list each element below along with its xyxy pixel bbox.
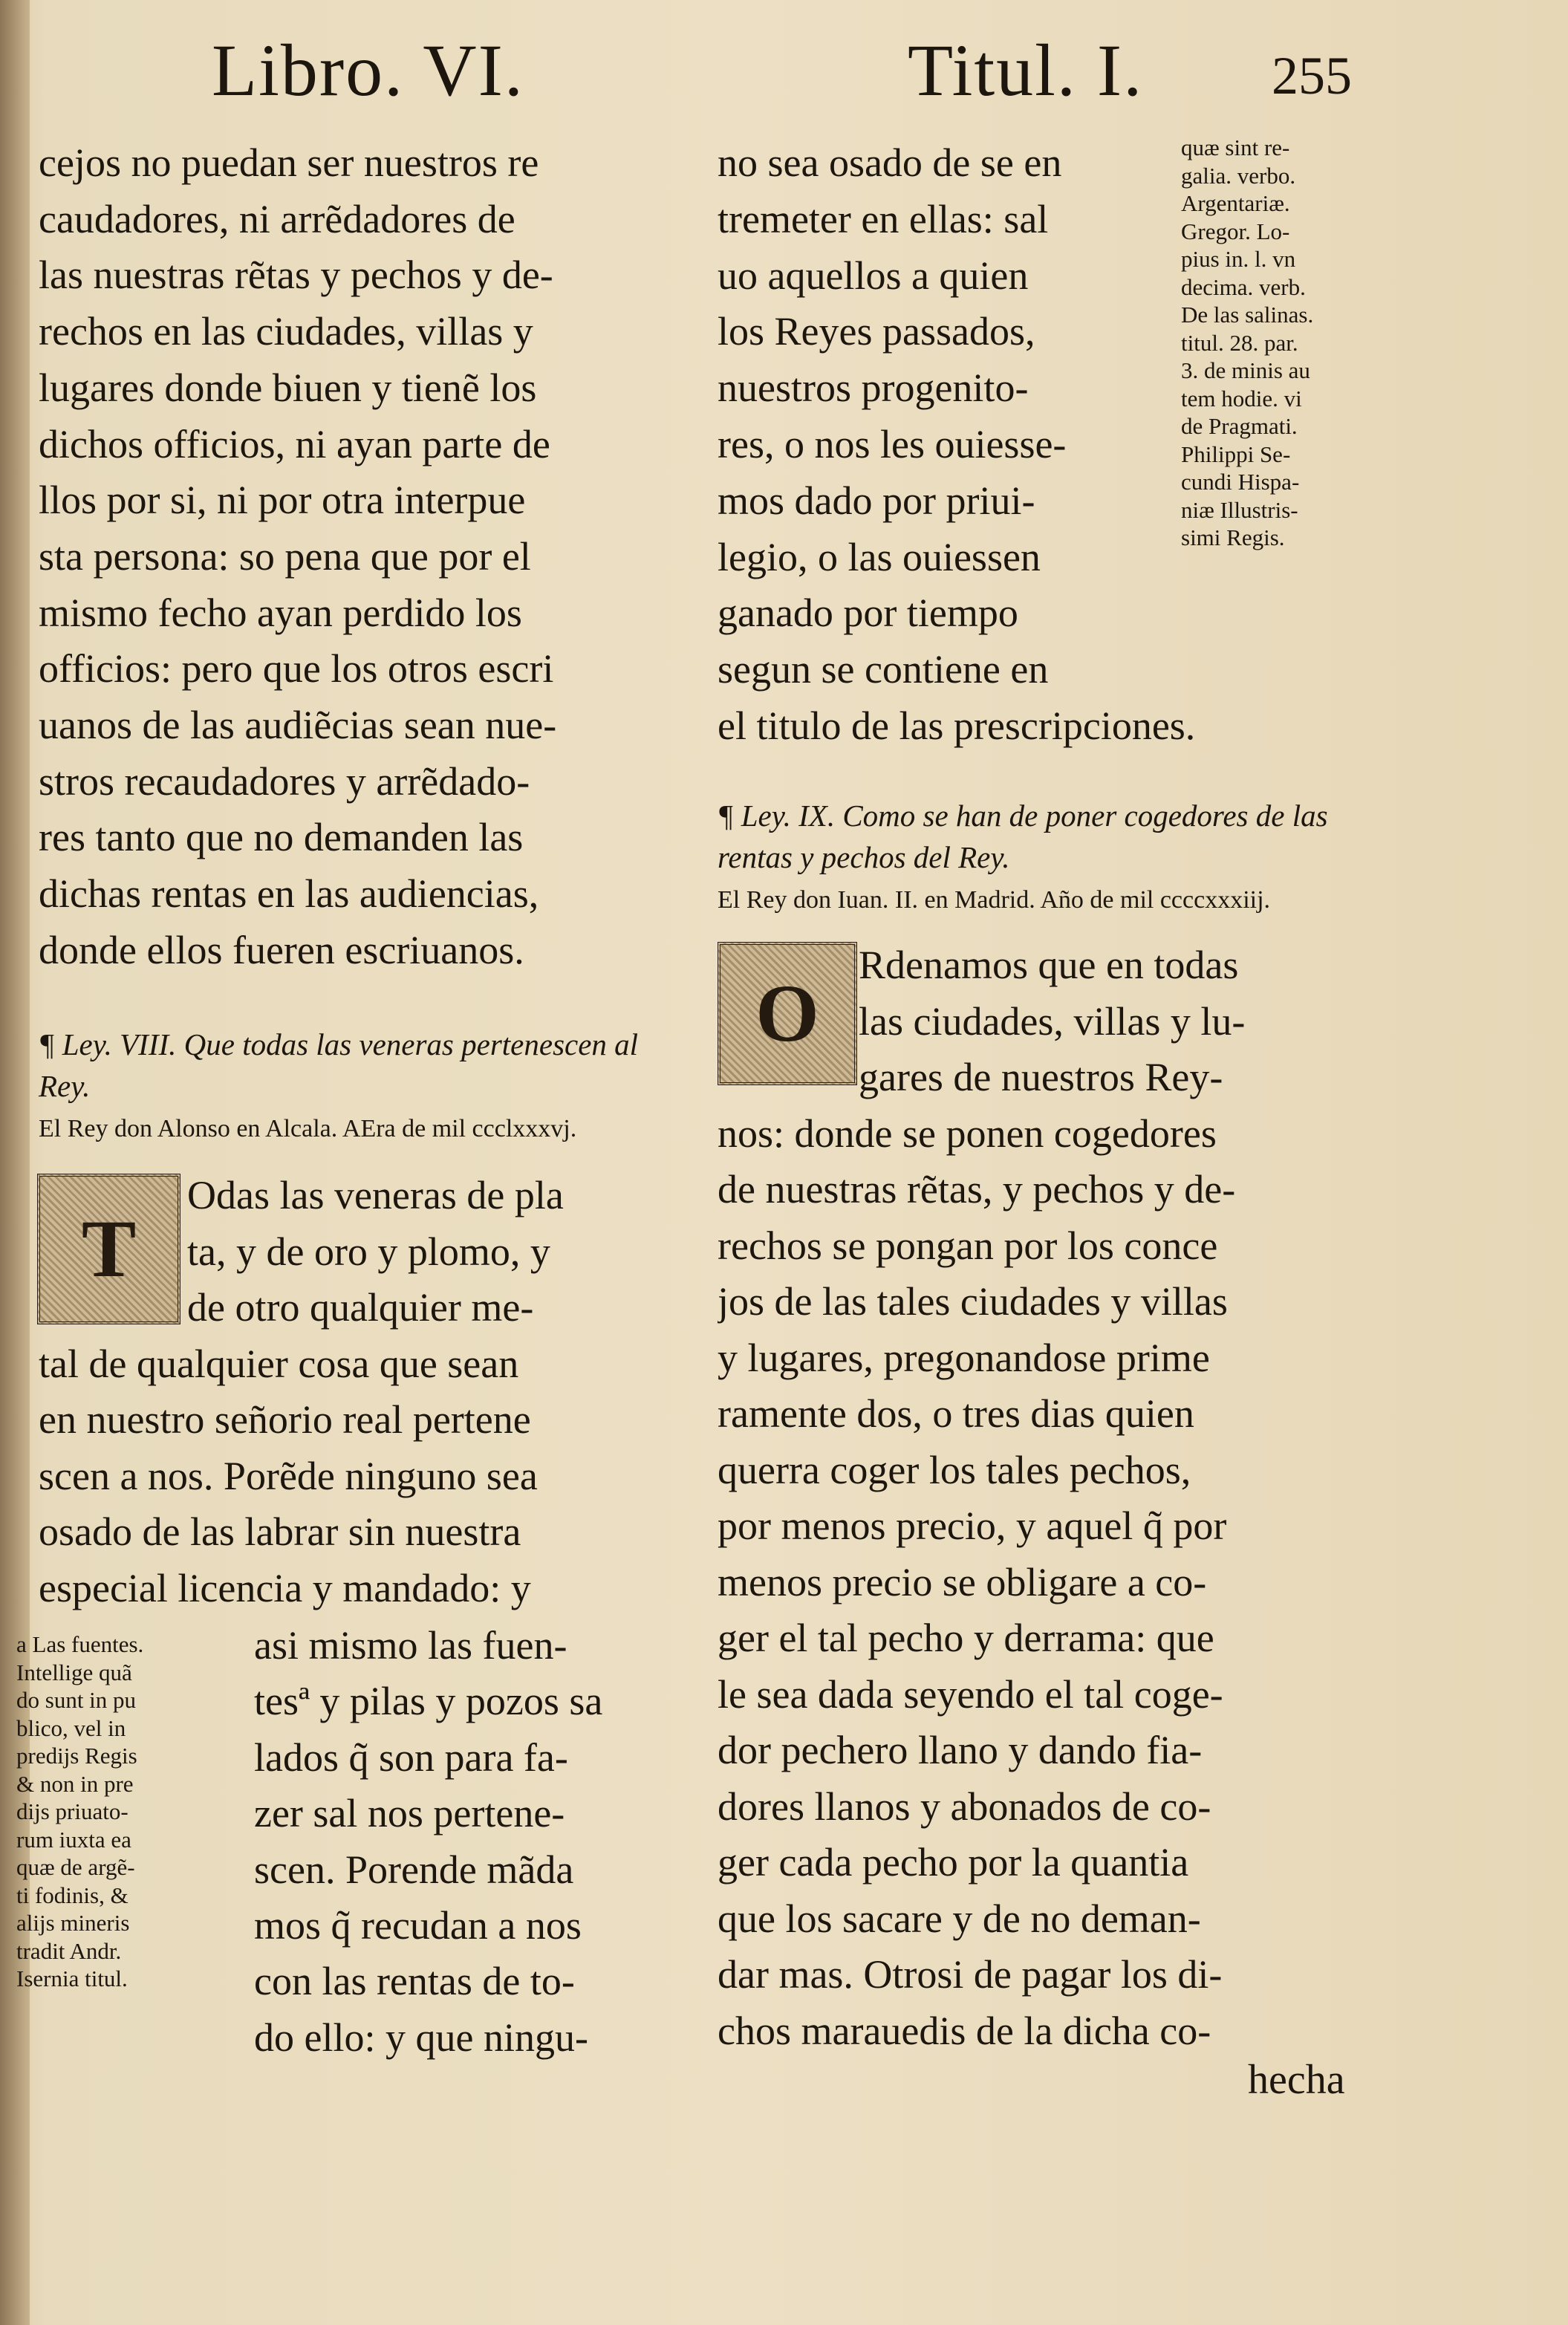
right-column-text	[718, 135, 1156, 698]
law-8-body	[39, 1168, 677, 1616]
decorated-initial-o: O	[718, 942, 857, 1085]
margin-line: tradit Andr.	[16, 1937, 122, 1964]
text-line: dar mas. Otrosi de pagar los di-	[718, 1952, 1223, 1997]
text-line: legio, o las ouiessen	[718, 534, 1041, 579]
text-line: ganado por tiempo	[718, 591, 1018, 636]
margin-line: & non in pre	[16, 1770, 134, 1797]
text-line: mos dado por priui-	[718, 478, 1035, 523]
page-number: 255	[1272, 46, 1352, 105]
law-8-body-inset	[254, 1618, 677, 2066]
text-line: por menos precio, y aquel q̃ por	[718, 1503, 1227, 1548]
text-line: zer sal nos pertene-	[254, 1791, 565, 1836]
margin-line: Philippi Se-	[1181, 440, 1291, 467]
text-line: en nuestro señorio real pertene	[39, 1397, 531, 1442]
text-line: dor pechero llano y dando fia-	[718, 1728, 1203, 1772]
law-9-source: El Rey don Iuan. II. en Madrid. Año de mil ccccxxxiij.	[718, 886, 1271, 914]
text-line: dichos officios, ni ayan parte de	[39, 421, 550, 466]
margin-note-right	[1181, 134, 1374, 552]
text-line: uo aquellos a quien	[718, 253, 1029, 298]
text-line: do ello: y que ningu-	[254, 2015, 588, 2060]
text-line: cejos no puedan ser nuestros re	[39, 140, 539, 185]
margin-line: cundi Hispa-	[1181, 469, 1300, 495]
text-line: sta persona: so pena que por el	[39, 533, 531, 579]
margin-line: decima. verb.	[1181, 273, 1306, 300]
text-line: de otro qualquier me-	[187, 1285, 534, 1330]
text-line: ramente dos, o tres dias quien	[718, 1391, 1194, 1436]
text-line: asi mismo las fuen-	[254, 1623, 567, 1668]
margin-line: a Las fuentes.	[16, 1631, 144, 1657]
running-head-left: Libro. VI.	[212, 29, 524, 111]
margin-line: dijs priuato-	[16, 1798, 129, 1824]
margin-line: Isernia titul.	[16, 1965, 128, 1991]
text-line: officios: pero que los otros escri	[39, 646, 554, 692]
law-9-title: ¶ Ley. IX. Como se han de poner cogedores de las rentas y pechos del Rey.	[718, 799, 1328, 874]
text-line: ta, y de oro y plomo, y	[187, 1229, 550, 1274]
decorated-initial-t: T	[37, 1174, 180, 1324]
text-line: res, o nos les ouiesse-	[718, 421, 1067, 466]
text-line: que los sacare y de no deman-	[718, 1896, 1201, 1941]
text-line: el titulo de las prescripciones.	[718, 703, 1196, 748]
text-line: ger cada pecho por la quantia	[718, 1840, 1189, 1885]
margin-line: 3. de minis au	[1181, 357, 1310, 383]
text-line: rechos se pongan por los conce	[718, 1223, 1218, 1268]
text-line: chos marauedis de la dicha co-	[718, 2008, 1211, 2053]
margin-line: ti fodinis, &	[16, 1882, 129, 1908]
law-8-title: ¶ Ley. VIII. Que todas las veneras pertenescen al Rey.	[39, 1027, 639, 1103]
text-line: tremeter en ellas: sal	[718, 196, 1049, 241]
text-line: osado de las labrar sin nuestra	[39, 1509, 521, 1554]
text-line: le sea dada seyendo el tal coge-	[718, 1671, 1223, 1717]
text-line: los Reyes passados,	[718, 309, 1035, 354]
text-line: las nuestras rẽtas y pechos y de-	[39, 253, 553, 298]
text-line: lugares donde biuen y tienẽ los	[39, 365, 537, 410]
margin-line: alijs mineris	[16, 1910, 130, 1936]
text-line: querra coger los tales pechos,	[718, 1447, 1191, 1492]
text-line: nuestros progenito-	[718, 365, 1029, 411]
running-head-right: Titul. I.	[908, 29, 1144, 111]
text-line: menos precio se obligare a co-	[718, 1559, 1207, 1604]
text-line: dichas rentas en las audiencias,	[39, 871, 539, 917]
catchword: hecha	[1248, 2057, 1345, 2103]
margin-line: titul. 28. par.	[1181, 329, 1298, 356]
margin-line: Gregor. Lo-	[1181, 218, 1290, 244]
text-line: scen. Porende mãda	[254, 1847, 574, 1892]
right-column-continuation	[718, 698, 1356, 754]
margin-note-a	[16, 1630, 217, 1993]
law-9-heading	[718, 795, 1364, 923]
margin-line: blico, vel in	[16, 1714, 126, 1741]
text-line: jos de las tales ciudades y villas	[718, 1279, 1228, 1324]
text-line: nos: donde se ponen cogedores	[718, 1111, 1217, 1156]
margin-line: galia. verbo.	[1181, 162, 1296, 189]
margin-line: predijs Regis	[16, 1743, 137, 1769]
margin-line: tem hodie. vi	[1181, 385, 1302, 412]
law-8-source: El Rey don Alonso en Alcala. AEra de mil ccclxxxvj.	[39, 1115, 577, 1142]
margin-line: pius in. l. vn	[1181, 246, 1296, 272]
text-line: donde ellos fueren escriuanos.	[39, 927, 524, 972]
text-line: caudadores, ni arrẽdadores de	[39, 196, 515, 241]
text-line: especial licencia y mandado: y	[39, 1565, 531, 1610]
text-line: scen a nos. Porẽde ninguno sea	[39, 1453, 538, 1498]
margin-line: Intellige quã	[16, 1659, 132, 1685]
text-line: Rdenamos que en todas	[859, 943, 1239, 987]
margin-line: De las salinas.	[1181, 302, 1314, 328]
margin-line: do sunt in pu	[16, 1687, 137, 1713]
text-line: llos por si, ni por otra interpue	[39, 478, 526, 523]
margin-line: rum iuxta ea	[16, 1826, 131, 1853]
text-line: rechos en las ciudades, villas y	[39, 309, 533, 354]
text-line: gares de nuestros Rey-	[859, 1055, 1223, 1099]
text-line: mismo fecho ayan perdido los	[39, 590, 522, 635]
text-line: no sea osado de se en	[718, 140, 1062, 185]
margin-line: Argentariæ.	[1181, 190, 1290, 216]
margin-line: de Pragmati.	[1181, 413, 1298, 439]
law-9-body	[718, 937, 1371, 2059]
text-line: las ciudades, villas y lu-	[859, 998, 1246, 1044]
text-line: mos q̃ recudan a nos	[254, 1903, 582, 1948]
text-line: tal de qualquier cosa que sean	[39, 1341, 519, 1386]
text-line: res tanto que no demanden las	[39, 815, 524, 860]
text-line: Odas las veneras de pla	[187, 1173, 564, 1217]
text-line: segun se contiene en	[718, 647, 1049, 692]
text-line: dores llanos y abonados de co-	[718, 1783, 1211, 1829]
text-line: con las rentas de to-	[254, 1959, 575, 2004]
margin-line: quæ de argẽ-	[16, 1854, 135, 1880]
text-line: y lugares, pregonandose prime	[718, 1335, 1210, 1380]
margin-line: quæ sint re-	[1181, 134, 1290, 160]
margin-line: niæ Illustris-	[1181, 496, 1298, 523]
text-line: uanos de las audiẽcias sean nue-	[39, 703, 557, 748]
text-line: de nuestras rẽtas, y pechos y de-	[718, 1167, 1236, 1212]
text-line: stros recaudadores y arrẽdado-	[39, 758, 530, 804]
text-line: ger el tal pecho y derrama: que	[718, 1616, 1214, 1660]
text-line: tesª y pilas y pozos sa	[254, 1679, 603, 1724]
margin-line: simi Regis.	[1181, 524, 1285, 550]
left-column-text	[39, 135, 677, 979]
law-8-heading	[39, 1024, 677, 1151]
text-line: lados q̃ son para fa-	[254, 1734, 568, 1780]
